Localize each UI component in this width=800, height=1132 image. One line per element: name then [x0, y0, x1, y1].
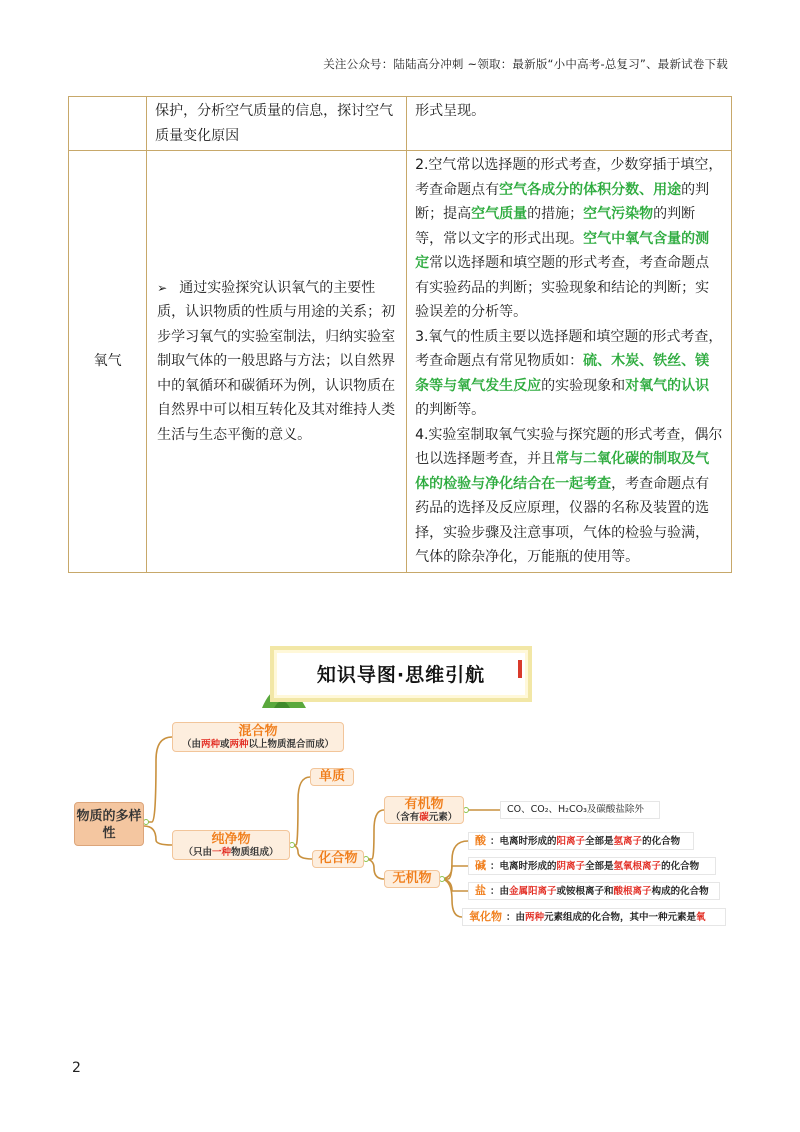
- node-sub: [173, 847, 289, 859]
- highlight-text: 空气各成分的体积分数、用途: [499, 181, 682, 198]
- text-span: （由: [181, 739, 201, 750]
- red-text: 氢氧根离子: [613, 861, 662, 872]
- text-span: 以上物质混合而成）: [248, 739, 335, 750]
- text-span: 元素组成的化合物，其中一种元素是: [544, 912, 697, 923]
- red-text: 氧: [696, 912, 706, 923]
- pure-substance-node: [172, 830, 290, 860]
- text-span: 构成的化合物: [651, 886, 709, 897]
- text-span: 3.氧气的性质主要以选择题和填空题的形式考查，考查命题点有常见物质如：: [415, 328, 723, 369]
- highlight-text: 空气污染物: [583, 206, 654, 222]
- leaf-key: 氧化物: [469, 910, 502, 923]
- page-header: 关注公众号：陆陆高分冲刺 ~领取：最新版“小中高考-总复习”、最新试卷下载: [323, 57, 728, 71]
- red-text: 碳: [419, 812, 429, 823]
- text-span: ：电离时形成的: [490, 861, 557, 872]
- text-span: 常以选择题和填空题的形式考查，考查命题点有实验药品的判断；实验现象和结论的判断；实验误差的分析等。: [415, 255, 710, 320]
- cell-text: 通过实验探究认识氧气的主要性质，认识物质的性质与用途的关系；初步学习氧气的实验室制法，归纳实验室制取气体的一般思路与方法；以自然界中的氧循环和碳循环为例，认识物质在自然界中可以相互转化及其对维持人类生活与生态平衡的意义。: [157, 279, 396, 443]
- red-text: 两种: [525, 912, 545, 923]
- red-text: 金属阳离子: [509, 886, 557, 897]
- text-span: 的措施；: [527, 206, 584, 222]
- element-node: 单质: [310, 768, 354, 786]
- mixture-node: [172, 722, 344, 752]
- text-span: 的化合物: [661, 861, 700, 872]
- leaf-key: 盐: [475, 884, 486, 897]
- cell-text: 形式呈现。: [415, 103, 486, 119]
- highlight-text: 硫、木炭、铁丝、镁条等与氧气发生反应: [415, 353, 710, 394]
- text-span: ：电离时形成的: [490, 836, 557, 847]
- highlight-text: 空气中氧气含量的测定: [415, 230, 710, 271]
- node-sub: [173, 739, 343, 751]
- text-span: 全部是: [585, 861, 614, 872]
- inorganic-node: 无机物: [384, 870, 440, 888]
- cell-text: 保护，分析空气质量的信息，探讨空气质量变化原因: [155, 103, 394, 144]
- red-text: 两种: [229, 739, 249, 750]
- salt-leaf: [468, 882, 720, 900]
- text-span: 的判断；提高: [415, 181, 710, 222]
- leaf-key: 碱: [475, 859, 486, 872]
- bullet-icon: ➢: [157, 280, 168, 295]
- node-label: 有机物: [404, 797, 444, 812]
- text-span: ，考查命题点有药品的选择及反应原理，仪器的名称及装置的选择，实验步骤及注意事项，气体的检验与验满，气体的除杂净化，万能瓶的使用等。: [415, 475, 710, 565]
- text-span: ：由: [506, 912, 526, 923]
- text-span: 的判断等，常以文字的形式出现。: [415, 206, 696, 247]
- text-span: 的判断等。: [415, 402, 486, 418]
- text-span: （只由: [183, 847, 212, 858]
- oxide-leaf: [462, 908, 726, 926]
- compound-node: 化合物: [312, 850, 364, 868]
- text-span: 的化合物: [642, 836, 681, 847]
- mindmap-title: 知识导图·思维引航: [316, 664, 486, 686]
- topic-label: 氧气: [93, 353, 122, 369]
- red-text: 氢离子: [613, 836, 643, 847]
- red-text: 阳离子: [556, 836, 586, 847]
- text-span: 的实验现象和: [541, 377, 626, 394]
- page-number: 2: [72, 1060, 81, 1076]
- organic-node: [384, 796, 464, 824]
- node-label: 混合物: [238, 724, 278, 739]
- red-text: 酸根离子: [613, 886, 652, 897]
- node-sub: [385, 812, 463, 824]
- text-span: 2.空气常以选择题的形式考查，少数穿插于填空，考查命题点有: [415, 157, 723, 198]
- red-text: 一种: [211, 847, 231, 858]
- acid-leaf: [468, 832, 694, 850]
- leaf-key: 酸: [475, 834, 486, 847]
- text-span: 全部是: [585, 836, 614, 847]
- text-span: 物质组成）: [231, 847, 279, 858]
- text-span: 4.实验室制取氧气实验与探究题的形式考查，偶尔也以选择题考查，并且: [415, 426, 723, 467]
- base-leaf: [468, 857, 716, 875]
- red-text: 两种: [200, 739, 220, 750]
- text-span: 或: [219, 739, 230, 750]
- root-node: 物质的多样性: [74, 802, 144, 846]
- highlight-text: 空气质量: [471, 206, 528, 222]
- text-span: 或铵根离子和: [556, 886, 614, 897]
- text-span: 元素）: [428, 812, 458, 823]
- highlight-text: 对氧气的认识: [625, 377, 710, 394]
- highlight-text: 常与二氧化碳的制取及气体的检验与净化结合在一起考查: [415, 451, 710, 492]
- organic-exception-leaf: CO、CO₂、H₂CO₃及碳酸盐除外: [500, 801, 660, 819]
- red-text: 阴离子: [556, 861, 586, 872]
- text-span: （含有: [390, 812, 420, 823]
- text-span: ：由: [490, 886, 510, 897]
- node-label: 纯净物: [211, 832, 251, 847]
